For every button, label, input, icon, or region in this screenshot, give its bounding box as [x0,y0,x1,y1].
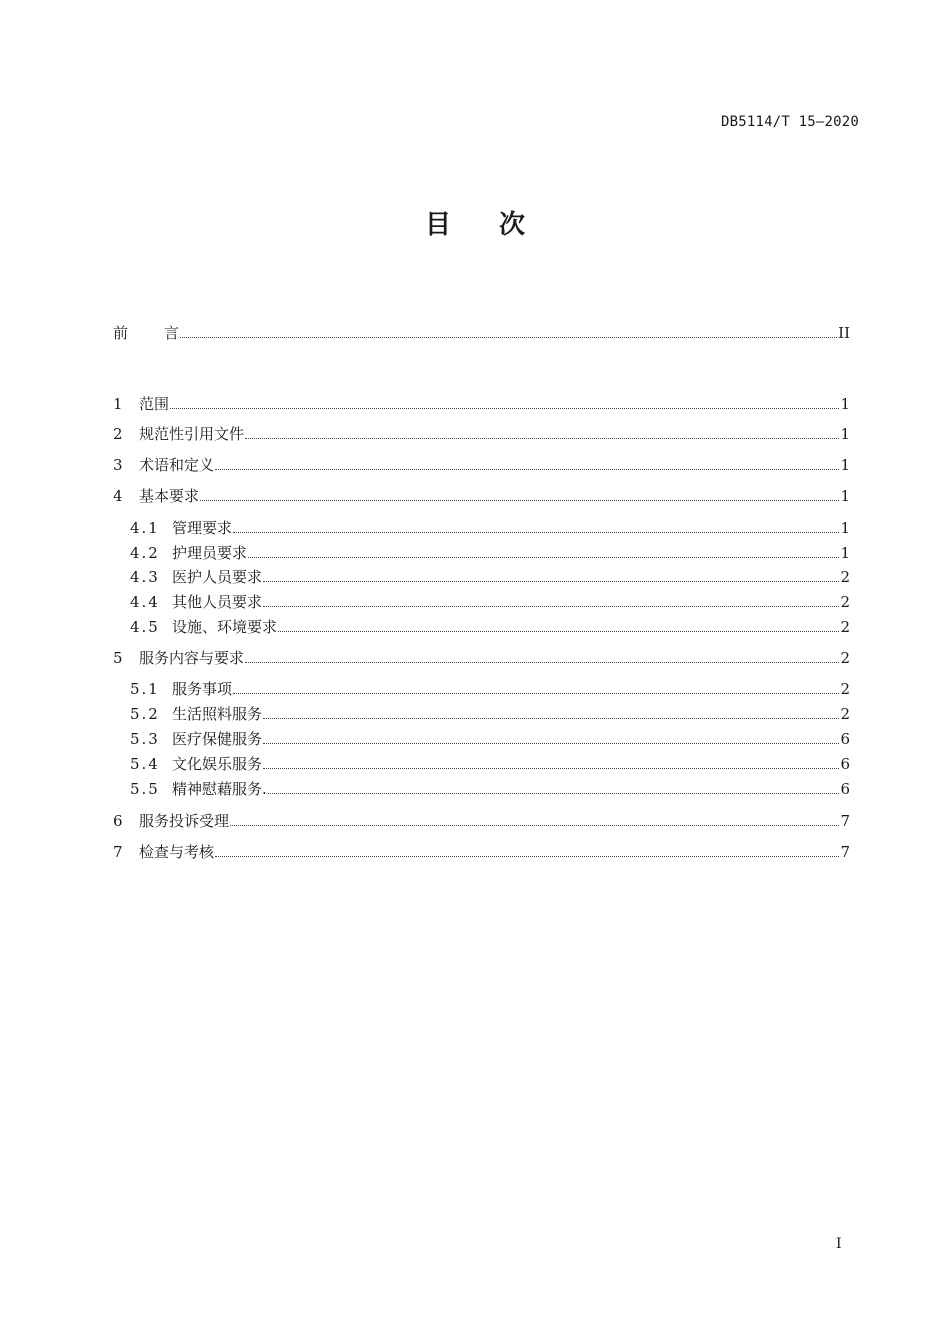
toc-entry-number: 6 [113,812,123,830]
toc-entry[interactable] [130,778,850,800]
toc-entry[interactable] [130,728,850,750]
toc-entry-label: 规范性引用文件 [139,425,245,443]
toc-entry-label: 设施、环境要求 [172,618,278,636]
toc-entry-page: 1 [840,456,850,474]
dot-leader [263,605,839,607]
toc-entry[interactable] [130,591,850,613]
toc-entry-page: 7 [840,843,850,861]
dot-leader [215,855,839,857]
toc-entry-page: 1 [840,487,850,505]
toc-entry[interactable] [130,753,850,775]
toc-entry-page: 2 [840,649,850,667]
toc-entry-page: 2 [840,593,850,611]
toc-entry-number: 5.4 [130,755,160,773]
toc-entry-foreword[interactable] [113,322,850,344]
toc-entry-page: II [838,324,850,342]
toc-entry-number: 4 [113,487,123,505]
toc-entry-label: 范围 [139,395,170,413]
toc-entry-number: 4.4 [130,593,160,611]
toc-entry-page: 1 [840,395,850,413]
dot-leader [200,499,839,501]
dot-leader [170,407,839,409]
toc-entry-label: 其他人员要求 [172,593,263,611]
toc-entry[interactable] [130,616,850,638]
dot-leader [278,630,839,632]
dot-leader [263,742,839,744]
toc-entry-number: 1 [113,395,123,413]
dot-leader [263,717,839,719]
toc-entry-label: 基本要求 [139,487,200,505]
dot-leader [215,468,839,470]
toc-entry[interactable] [113,423,850,445]
toc-entry-number: 4.2 [130,544,160,562]
dot-leader [248,556,839,558]
toc-entry-page: 2 [840,618,850,636]
page-title: 目次 [424,210,573,240]
toc-entry-label: 医疗保健服务 [172,730,263,748]
toc-entry-label: 生活照料服务 [172,705,263,723]
toc-entry[interactable] [113,810,850,832]
toc-entry-number: 5.1 [130,680,160,698]
toc-entry-label: 检查与考核 [139,843,215,861]
toc-entry-number: 3 [113,456,123,474]
toc-entry-page: 1 [840,544,850,562]
toc-entry-page: 2 [840,705,850,723]
toc-entry-label: 护理员要求 [172,544,248,562]
toc-entry-number: 5 [113,649,123,667]
dot-leader [268,792,840,794]
toc-entry-page: 6 [840,730,850,748]
toc-entry-page: 6 [840,755,850,773]
dot-leader [233,531,839,533]
dot-leader [245,661,839,663]
toc-entry-label: 医护人员要求 [172,568,263,586]
toc-entry[interactable] [130,542,850,564]
toc-entry-page: 7 [840,812,850,830]
toc-entry-label: 前言 [113,324,180,342]
toc-entry[interactable] [130,678,850,700]
toc-entry-number: 5.3 [130,730,160,748]
toc-entry[interactable] [113,393,850,415]
dot-leader [233,692,839,694]
toc-entry[interactable] [113,841,850,863]
toc-entry-number: 4.3 [130,568,160,586]
toc-entry-page: 1 [840,425,850,443]
toc-entry-page: 1 [840,519,850,537]
toc-entry-page: 6 [840,780,850,798]
dot-leader [245,437,839,439]
dot-leader [230,824,839,826]
toc-entry-label: 术语和定义 [139,456,215,474]
toc-entry-number: 2 [113,425,123,443]
toc-entry[interactable] [113,485,850,507]
toc-entry-page: 2 [840,568,850,586]
toc-entry-number: 4.1 [130,519,160,537]
toc-entry-label: 服务事项 [172,680,233,698]
toc-entry[interactable] [130,703,850,725]
toc-entry-label: 精神慰藉服务. [172,780,267,798]
toc-entry-label: 服务投诉受理 [139,812,230,830]
dot-leader [180,336,837,338]
toc-entry-number: 5.5 [130,780,160,798]
toc-entry-number: 5.2 [130,705,160,723]
toc-entry-page: 2 [840,680,850,698]
page-number: I [836,1236,842,1252]
toc-entry[interactable] [113,454,850,476]
toc-entry-number: 7 [113,843,123,861]
toc-entry[interactable] [130,517,850,539]
toc-entry-label: 文化娱乐服务 [172,755,263,773]
toc-entry-label: 服务内容与要求 [139,649,245,667]
toc-entry[interactable] [130,566,850,588]
toc-entry[interactable] [113,647,850,669]
dot-leader [263,580,839,582]
toc-entry-label: 管理要求 [172,519,233,537]
toc-entry-number: 4.5 [130,618,160,636]
standard-code: DB5114/T 15—2020 [720,114,859,130]
dot-leader [263,767,839,769]
